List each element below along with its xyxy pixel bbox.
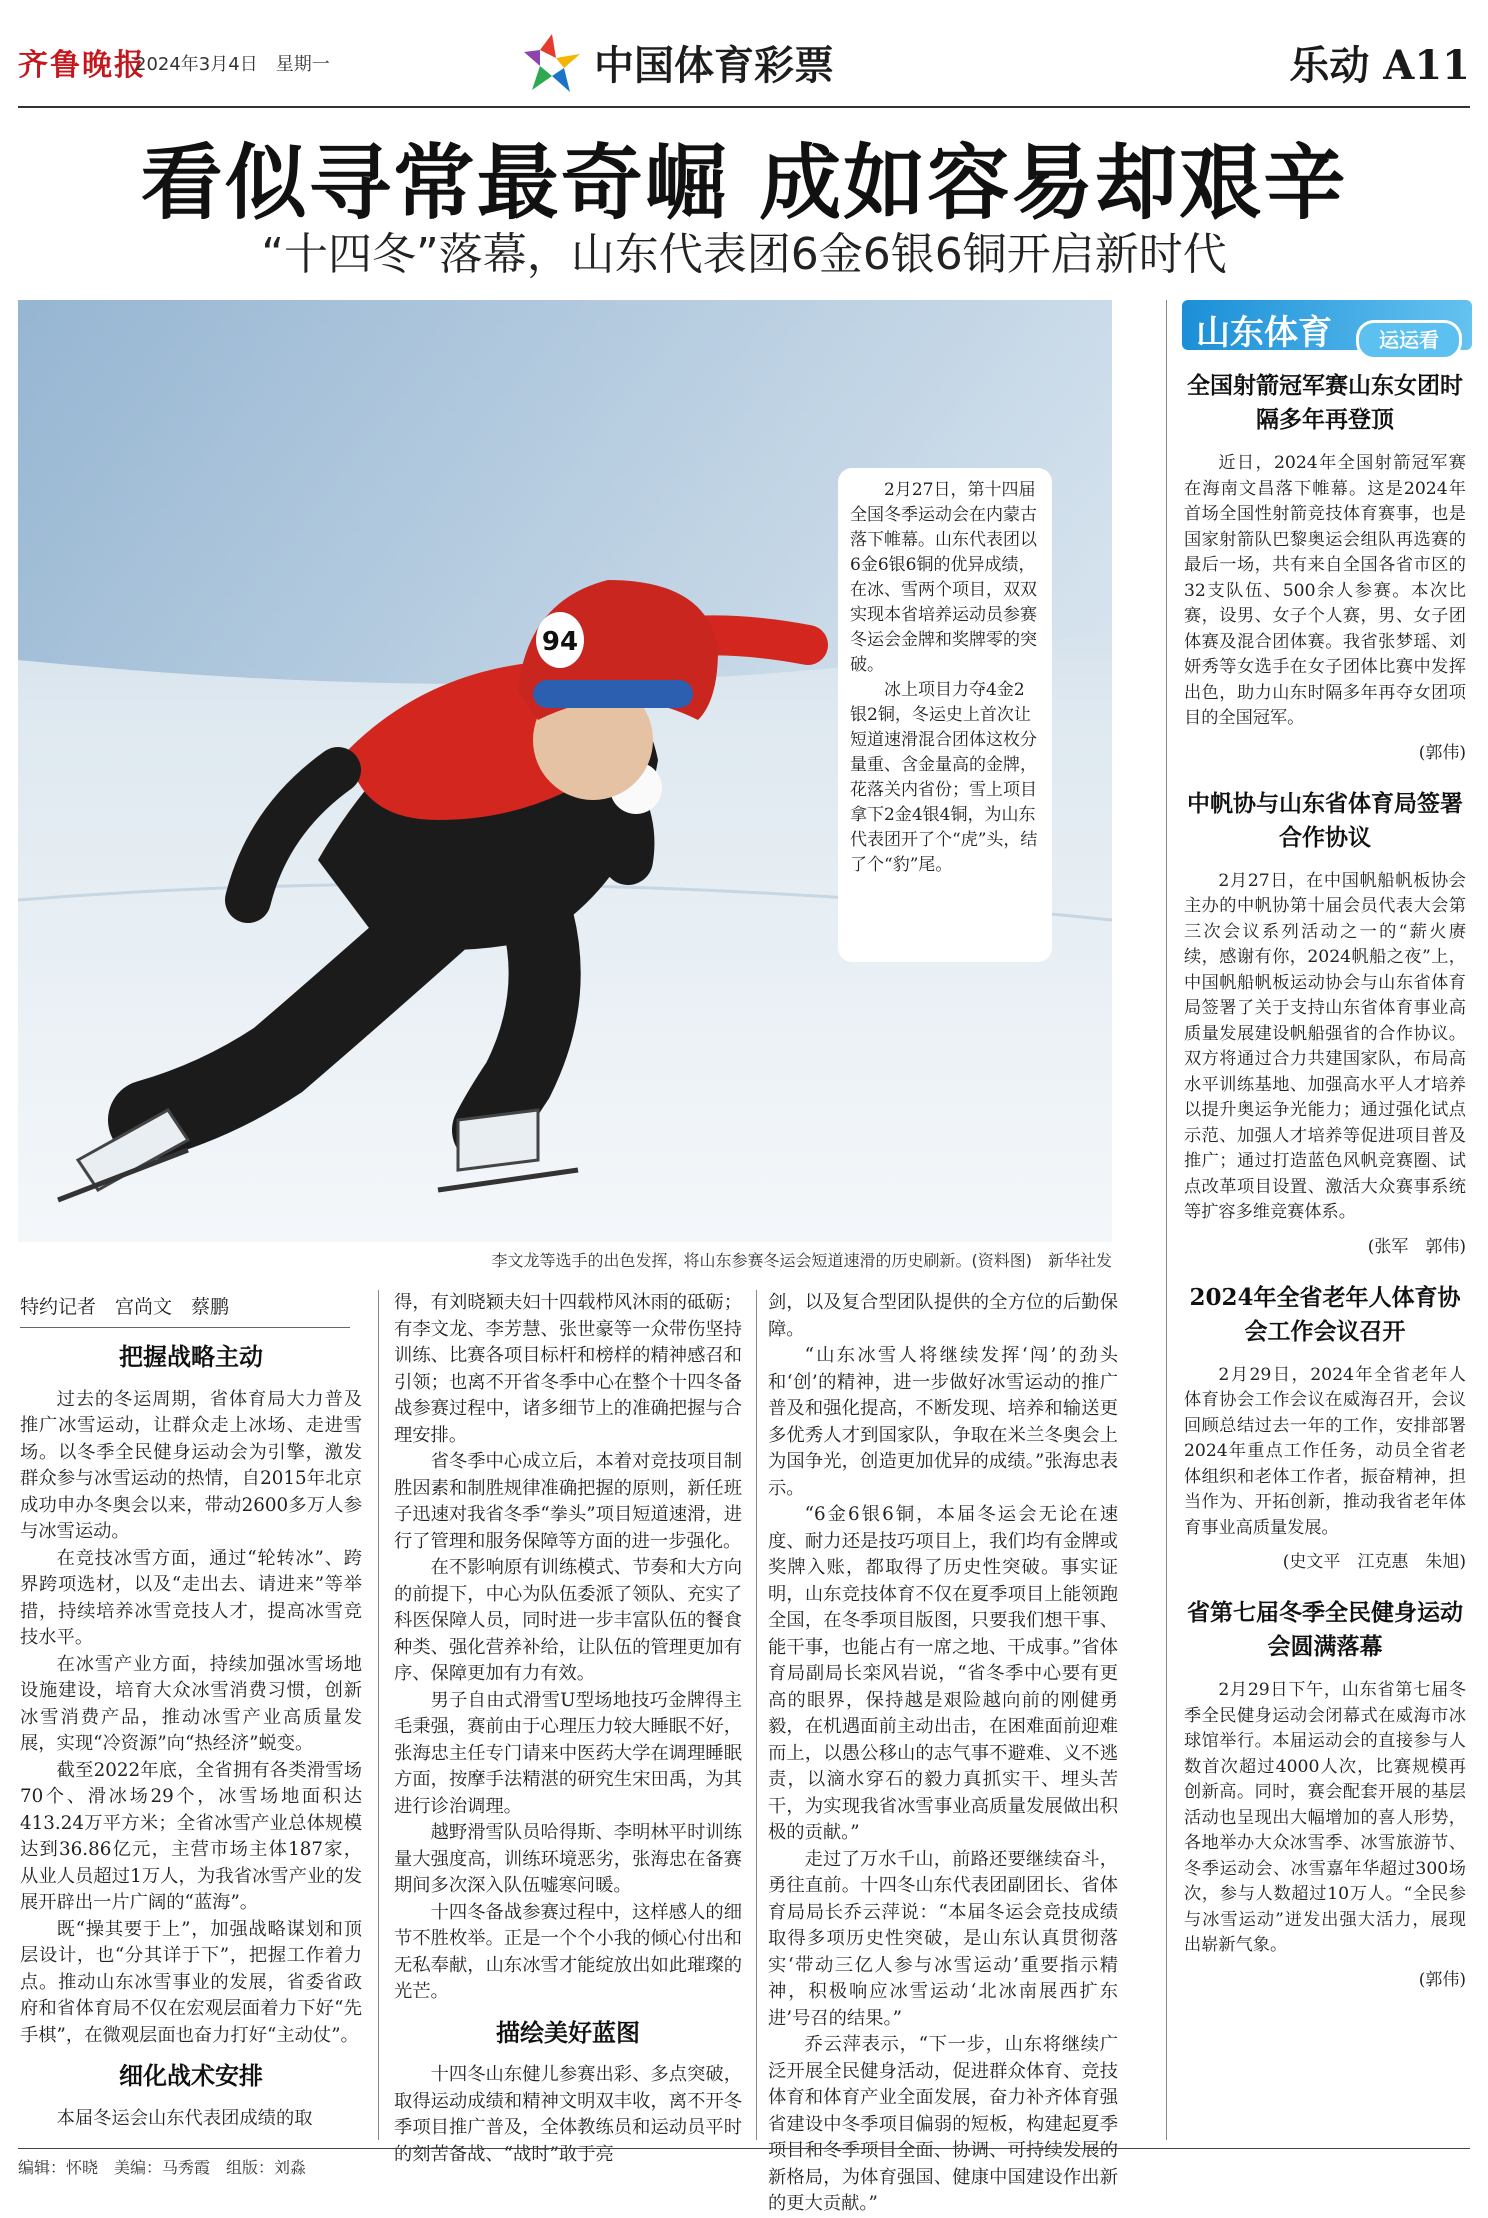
news-title: 2024年全省老年人体育协会工作会议召开	[1189, 1283, 1461, 1345]
news-body: 2月29日下午，山东省第七届冬季全民健身运动会闭幕式在威海市冰球馆举行。本届运动会的直接参与人数首次超过4000人次，比赛规模再创新高。同时，赛会配套开展的基层活动也呈现出大幅增加的喜人形势，各地举办大众冰雪季、冰雪旅游节、冬季运动会、冰雪嘉年华超过300场次，参与人数超过10万人。“全民参与冰雪运动”迸发出强大活力，展现出崭新气象。	[1184, 1680, 1466, 1955]
article-paragraph: 越野滑雪队员哈得斯、李明林平时训练量大强度高，训练环境恶劣，张海忠在备赛期间多次深入队伍嘘寒问暖。	[394, 1822, 742, 1896]
callout-para: 2月27日，第十四届全国冬季运动会在内蒙古落下帷幕。山东代表团以6金6银6铜的优异成绩，在冰、雪两个项目，双双实现本省培养运动员参赛冬运会金牌和奖牌零的突破。	[850, 480, 1037, 675]
page-footer: 编辑：怀晓 美编：马秀霞 组版：刘淼	[18, 2148, 1470, 2178]
news-credit: (张军 郭伟)	[1367, 1236, 1466, 1257]
article-paragraph: 男子自由式滑雪U型场地技巧金牌得主毛秉强，赛前由于心理压力较大睡眠不好，张海忠主任专门请来中医药大学在调理睡眠方面，按摩手法精湛的研究生宋田禹，为其进行诊治调理。	[394, 1689, 742, 1817]
article-paragraph: 十四冬山东健儿参赛出彩、多点突破，取得运动成绩和精神文明双丰收，离不开冬季项目推广普及，全体教练员和运动员平时的刻苦备战、“战时”敢于亮	[394, 2064, 742, 2165]
header-rule	[18, 106, 1470, 108]
lottery-star-icon	[520, 30, 584, 94]
lottery-banner	[520, 22, 910, 102]
issue-date: 2024年3月4日 星期一	[135, 54, 330, 75]
article-paragraph: 十四冬备战参赛过程中，这样感人的细节不胜枚举。正是一个个小我的倾心付出和无私奉献，山东冰雪才能绽放出如此璀璨的光芒。	[394, 1901, 742, 2002]
article-paragraph: 在冰雪产业方面，持续加强冰雪场地设施建设，培育大众冰雪消费习惯，创新冰雪消费产品，推动冰雪产业高质量发展，实现“冷资源”向“热经济”蜕变。	[20, 1653, 362, 1754]
article-paragraph: 得，有刘晓颖夫妇十四载栉风沐雨的砥砺；有李文龙、李芳慧、张世豪等一众带伤坚持训练、比赛各项目标杆和榜样的精神感召和引领；也离不开省冬季中心在整个十四冬备战参赛过程中，诸多细节上的准确把握与合理安排。	[394, 1292, 742, 1446]
section-subtitle: 细化战术安排	[119, 2061, 263, 2090]
news-title: 全国射箭冠军赛山东女团时隔多年再登顶	[1187, 372, 1463, 433]
article-paragraph: 既“操其要于上”，加强战略谋划和顶层设计，也“分其详于下”，把握工作着力点。推动山东冰雪事业的发展，省委省政府和省体育局不仅在宏观层面着力下好“先手棋”，在微观层面也奋力打好“主动仗”。	[20, 1918, 362, 2046]
article-paragraph: 乔云萍表示，“下一步，山东将继续广泛开展全民健身活动，促进群众体育、竞技体育和体育产业全面发展，奋力补齐体育强省建设中冬季项目偏弱的短板，构建起夏季项目和冬季项目全面、协调、可持续发展的新格局，为体育强国、健康中国建设作出新的更大贡献。”	[768, 2034, 1118, 2214]
lottery-title: 中国体育彩票	[594, 42, 834, 89]
news-title: 中帆协与山东省体育局签署合作协议	[1187, 789, 1463, 851]
column-divider	[378, 1290, 379, 2140]
news-credit: (史文平 江克惠 朱旭)	[1282, 1552, 1466, 1572]
news-body: 2月27日，在中国帆船帆板协会主办的中帆协第十届会员代表大会第三次会议系列活动之一的“薪火赓续，感谢有你，2024帆船之夜”上，中国帆船帆板运动协会与山东省体育局签署了关于支持山东省体育事业高质量发展建设帆船强省的合作协议。双方将通过合力共建国家队，布局高水平训练基地、加强高水平人才培养以提升奥运争光能力；通过强化试点示范、加强人才培养等促进项目普及推广；通过打造蓝色风帆竞赛圈、试点改革项目设置、激活大众赛事系统等扩容多维竞赛体系。	[1184, 870, 1466, 1222]
sidebar-divider	[1166, 300, 1167, 2140]
news-title: 省第七届冬季全民健身运动会圆满落幕	[1187, 1599, 1463, 1660]
column-divider	[756, 1290, 757, 2140]
article-paragraph: 在不影响原有训练模式、节奏和大方向的前提下，中心为队伍委派了领队、充实了科医保障人员，同时进一步丰富队伍的餐食种类、强化营养补给，让队伍的管理更加有序、保障更加有力有效。	[394, 1557, 742, 1684]
callout-para: 冰上项目力夺4金2银2铜，冬运史上首次让短道速滑混合团体这枚分量重、含金量高的金牌，花落关内省份；雪上项目拿下2金4银4铜，为山东代表团开了个“虎”头，结了个“豹”尾。	[850, 680, 1038, 875]
article-paragraph: “6金6银6铜，本届冬运会无论在速度、耐力还是技巧项目上，我们均有金牌或奖牌入账，都取得了历史性突破。事实证明，山东竞技体育不仅在夏季项目上能领跑全国，在冬季项目版图，只要我们想干事、能干事，也能占有一席之地、干成事。”省体育局副局长栾风岩说，“省冬季中心要有更高的眼界，保持越是艰险越向前的刚健勇毅，在机遇面前主动出击，在困难面前迎难而上，以愚公移山的志气事不避难、义不逃责，以滴水穿石的毅力真抓实干、埋头苦干，为实现我省冰雪事业高质量发展做出积极的贡献。”	[768, 1504, 1118, 1843]
news-body: 近日，2024年全国射箭冠军赛在海南文昌落下帷幕。这是2024年首场全国性射箭竞技体育赛事，也是国家射箭队巴黎奥运会组队再选赛的最后一场，共有来自全国各省市区的32支队伍、500余人参赛。本次比赛，设男、女子个人赛，男、女子团体赛及混合团体赛。我省张梦瑶、刘妍秀等女选手在女子团体比赛中发挥出色，助力山东时隔多年再夺女团项目的全国冠军。	[1184, 453, 1466, 728]
article-column-3	[768, 1290, 1118, 2218]
main-headline: 看似寻常最奇崛 成如容易却艰辛	[140, 135, 1348, 231]
news-body: 2月29日，2024年全省老年人体育协会工作会议在威海召开，会议回顾总结过去一年的工作，安排部署2024年重点工作任务，动员全省老体组织和老体工作者，振奋精神，担当作为、开拓创新，推动我省老年体育事业高质量发展。	[1184, 1364, 1466, 1538]
photo-caption: 李文龙等选手的出色发挥，将山东参赛冬运会短道速滑的历史刷新。(资料图) 新华社发	[491, 1251, 1112, 1270]
article-paragraph: 在竞技冰雪方面，通过“轮转冰”、跨界跨项选材，以及“走出去、请进来”等举措，持续培养冰雪竞技人才，提高冰雪竞技水平。	[20, 1547, 362, 1648]
article-column-1	[20, 1330, 362, 2132]
photo-callout	[838, 468, 1052, 962]
section-label: 乐动 A11	[1289, 42, 1470, 89]
article-paragraph: 本届冬运会山东代表团成绩的取	[56, 2107, 313, 2129]
sub-headline: “十四冬”落幕，山东代表团6金6银6铜开启新时代	[261, 229, 1227, 280]
article-paragraph: 截至2022年底，全省拥有各类滑雪场70个、滑冰场29个，冰雪场地面积达413.24万平方米；全省冰雪产业总体规模达到36.86亿元，主营市场主体187家，从业人员超过1万人，为我省冰雪产业的发展开辟出一片广阔的“蓝海”。	[20, 1759, 362, 1913]
section-subtitle: 把握战略主动	[119, 1342, 263, 1371]
article-paragraph: 过去的冬运周期，省体育局大力普及推广冰雪运动，让群众走上冰场、走进雪场。以冬季全民健身运动会为引擎，激发群众参与冰雪运动的热情，自2015年北京成功申办冬奥会以来，带动2600多万人参与冰雪运动。	[20, 1388, 362, 1542]
sidebar-news	[1184, 345, 1466, 1990]
article-paragraph: “山东冰雪人将继续发挥‘闯’的劲头和‘创’的精神，进一步做好冰雪运动的推广普及和强化提高，不断发现、培养和输送更多优秀人才到国家队，争取在米兰冬奥会上为国争光，创造更加优异的成绩。”张海忠表示。	[768, 1345, 1118, 1499]
section-subtitle: 描绘美好蓝图	[496, 2017, 640, 2047]
sidebar-banner-tag: 运运看	[1356, 320, 1462, 360]
article-paragraph: 走过了万水千山，前路还要继续奋斗，勇往直前。十四冬山东代表团副团长、省体育局局长乔云萍说：“本届冬运会竞技成绩取得多项历史性突破，是山东认真贯彻落实‘带动三亿人参与冰雪运动’重要指示精神，积极响应冰雪运动‘北冰南展西扩东进’号召的结果。”	[768, 1848, 1118, 2029]
newspaper-logo: 齐鲁晚报	[18, 48, 146, 83]
news-credit: (郭伟)	[1418, 1969, 1466, 1990]
sidebar-banner-title: 山东体育	[1196, 313, 1332, 353]
article-paragraph: 省冬季中心成立后，本着对竞技项目制胜因素和制胜规律准确把握的原则，新任班子迅速对我省冬季“拳头”项目短道速滑，进行了管理和服务保障等方面的进一步强化。	[394, 1451, 742, 1552]
article-paragraph: 剑，以及复合型团队提供的全方位的后勤保障。	[768, 1292, 1118, 1340]
bib-number: 94	[541, 627, 579, 657]
byline: 特约记者 宫尚文 蔡鹏	[20, 1292, 350, 1328]
article-column-2	[394, 1290, 742, 2168]
news-credit: (郭伟)	[1418, 742, 1466, 763]
